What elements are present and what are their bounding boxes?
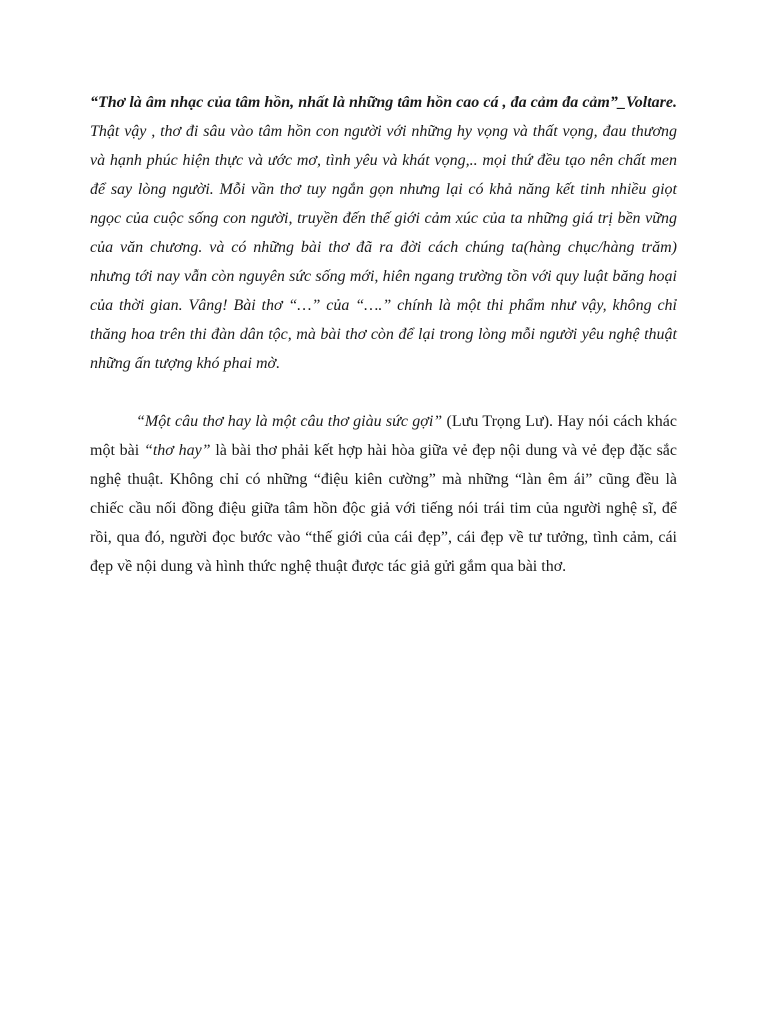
tho-hay-phrase: “thơ hay” [143,442,211,459]
paragraph-luu-trong-lu [90,407,677,581]
paragraph-intro-quote [90,88,677,378]
intro-commentary: Thật vậy , thơ đi sâu vào tâm hồn con người với những hy vọng và thất vọng, đau thương và hạnh phúc hiện thực và ước mơ, tình yêu và khát vọng,.. mọi thứ đều tạo nên chất men để say lòng người. Mỗi vần thơ tuy ngắn gọn nhưng lại có khả năng kết tinh nhiều giọt ngọc của cuộc sống con người, truyền đến thế giới cảm xúc của ta những giá trị bền vững của văn chương. và có những bài thơ đã ra đời cách chúng ta(hàng chục/hàng trăm) nhưng tới nay vẫn còn nguyên sức sống mới, hiên ngang trường tồn với quy luật băng hoại của thời gian. Vâng! Bài thơ “…” của “….” chính là một thi phẩm như vậy, không chỉ thăng hoa trên thi đàn dân tộc, mà bài thơ còn để lại trong lòng mỗi người yêu nghệ thuật những ấn tượng khó phai mờ. [90,123,677,372]
document-body [90,88,677,581]
voltare-quote: “Thơ là âm nhạc của tâm hồn, nhất là những tâm hồn cao cá , đa cảm đa cảm”_Voltare. [90,94,677,111]
paragraph-text: là bài thơ phải kết hợp hài hòa giữa vẻ đẹp nội dung và vẻ đẹp đặc sắc nghệ thuật. Không chỉ có những “điệu kiên cường” mà những “làn êm ái” cũng đều là chiếc cầu nối đồng điệu giữa tâm hồn độc giả với tiếng nói trái tim của người nghệ sĩ, để rồi, qua đó, người đọc bước vào “thế giới của cái đẹp”, cái đẹp về tư tưởng, tình cảm, cái đẹp về nội dung và hình thức nghệ thuật được tác giả gửi gắm qua bài thơ. [90,442,678,575]
luu-trong-lu-quote: “Một câu thơ hay là một câu thơ giàu sức gợi” [136,413,443,430]
paragraph-text: (Lưu Trọng Lư). Hay nói cách khác một bài [90,413,678,459]
